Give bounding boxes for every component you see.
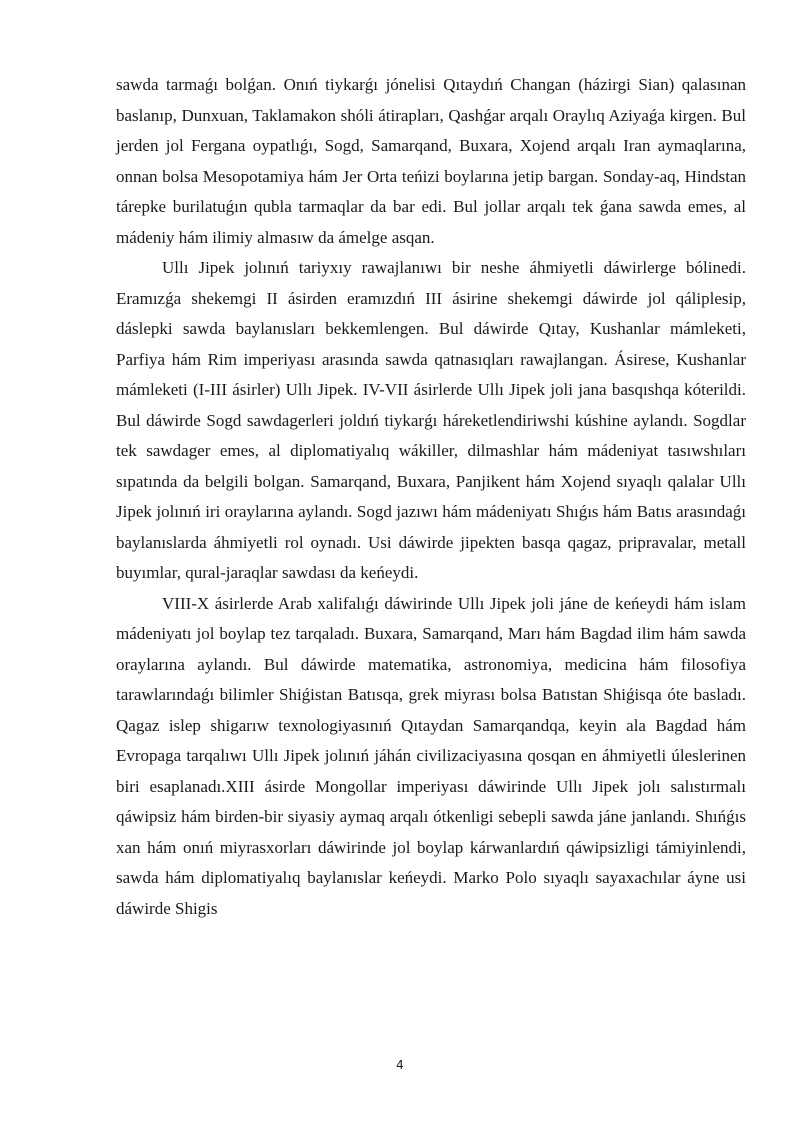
paragraph-arab-mongol-era: VIII-X ásirlerde Arab xalifalıǵı dáwirinde Ullı Jipek joli jáne de keńeydi hám islam mádeniyatı jol boylap tez tarqaladı. Buxara, Samarqand, Marı hám Bagdad ilim hám sawda oraylarına aylandı. Bul dáwirde matematika, astronomiya, medicina hám filosofiya tarawlarındaǵı bilimler Shiǵistan Batısqa, grek miyrası bolsa Batıstan Shiǵisqa óte basladı. Qagaz islep shigarıw texnologiyasınıń Qıtaydan Samarqandqa, keyin ala Bagdad hám Evropaga tarqalıwı Ullı Jipek jolınıń jáhán civilizaciyasına qosqan en áhmiyetli úleslerinen biri esaplanadı.XIII ásirde Mongollar imperiyası dáwirinde Ullı Jipek jolı salıstırmalı qáwipsiz hám birden-bir siyasiy aymaq arqalı ótkenligi sebepli sawda jáne janlandı. Shıńǵıs xan hám onıń miyrasxorları dáwirinde jol boylap kárwanlardıń qáwipsizligi támiyinlendi, sawda hám diplomatiyalıq baylanıslar keńeydi. Marko Polo sıyaqlı sayaxachılar áyne usi dáwirde Shigis	[116, 593, 746, 918]
body-text	[116, 70, 746, 924]
paragraph-continuation: sawda tarmaǵı bolǵan. Onıń tiykarǵı jónelisi Qıtaydıń Changan (házirgi Sian) qalasınan baslanıp, Dunxuan, Taklamakon shóli átirapları, Qashǵar arqalı Oraylıq Aziyaǵa kirgen. Bul jerden jol Fergana oypatlıǵı, Sogd, Samarqand, Buxara, Xojend arqalı Iran aymaqlarına, onnan bolsa Mesopotamiya hám Jer Orta teńizi boylarına jetip bargan. Sonday-aq, Hindstan tárepke burilatuǵın qubla tarmaqlar da bar edi. Bul jollar arqalı tek ǵana sawda emes, al mádeniy hám ilimiy almasıw da ámelge asqan.	[116, 75, 746, 247]
page-number: 4	[396, 1058, 404, 1072]
paragraph-silk-road-periods: Ullı Jipek jolınıń tariyxıy rawajlanıwı bir neshe áhmiyetli dáwirlerge bólinedi. Eramızǵa shekemgi II ásirden eramızdıń III ásirine shekemgi dáwirde jol qáliplesip, dáslepki sawda baylanısları bekkemlengen. Bul dáwirde Qıtay, Kushanlar mámleketi, Parfiya hám Rim imperiyası arasında sawda qatnasıqları rawajlangan. Ásirese, Kushanlar mámleketi (I-III ásirler) Ullı Jipek. IV-VII ásirlerde Ullı Jipek joli jana basqıshqa kóterildi. Bul dáwirde Sogd sawdagerleri joldıń tiykarǵı háreketlendiriwshi kúshine aylandı. Sogdlar tek sawdager emes, al diplomatiyalıq wákiller, dilmashlar hám mádeniyat tasıwshıları sıpatında da belgili bolgan. Samarqand, Buxara, Panjikent hám Xojend sıyaqlı qalalar Ullı Jipek jolınıń iri oraylarına aylandı. Sogd jazıwı hám mádeniyatı Shıǵıs hám Batıs arasındaǵı baylanıslarda áhmiyetli rol oynadı. Usi dáwirde jipekten basqa qagaz, pripravalar, metall buyımlar, qural-jaraqlar sawdası da keńeydi.	[116, 258, 746, 582]
